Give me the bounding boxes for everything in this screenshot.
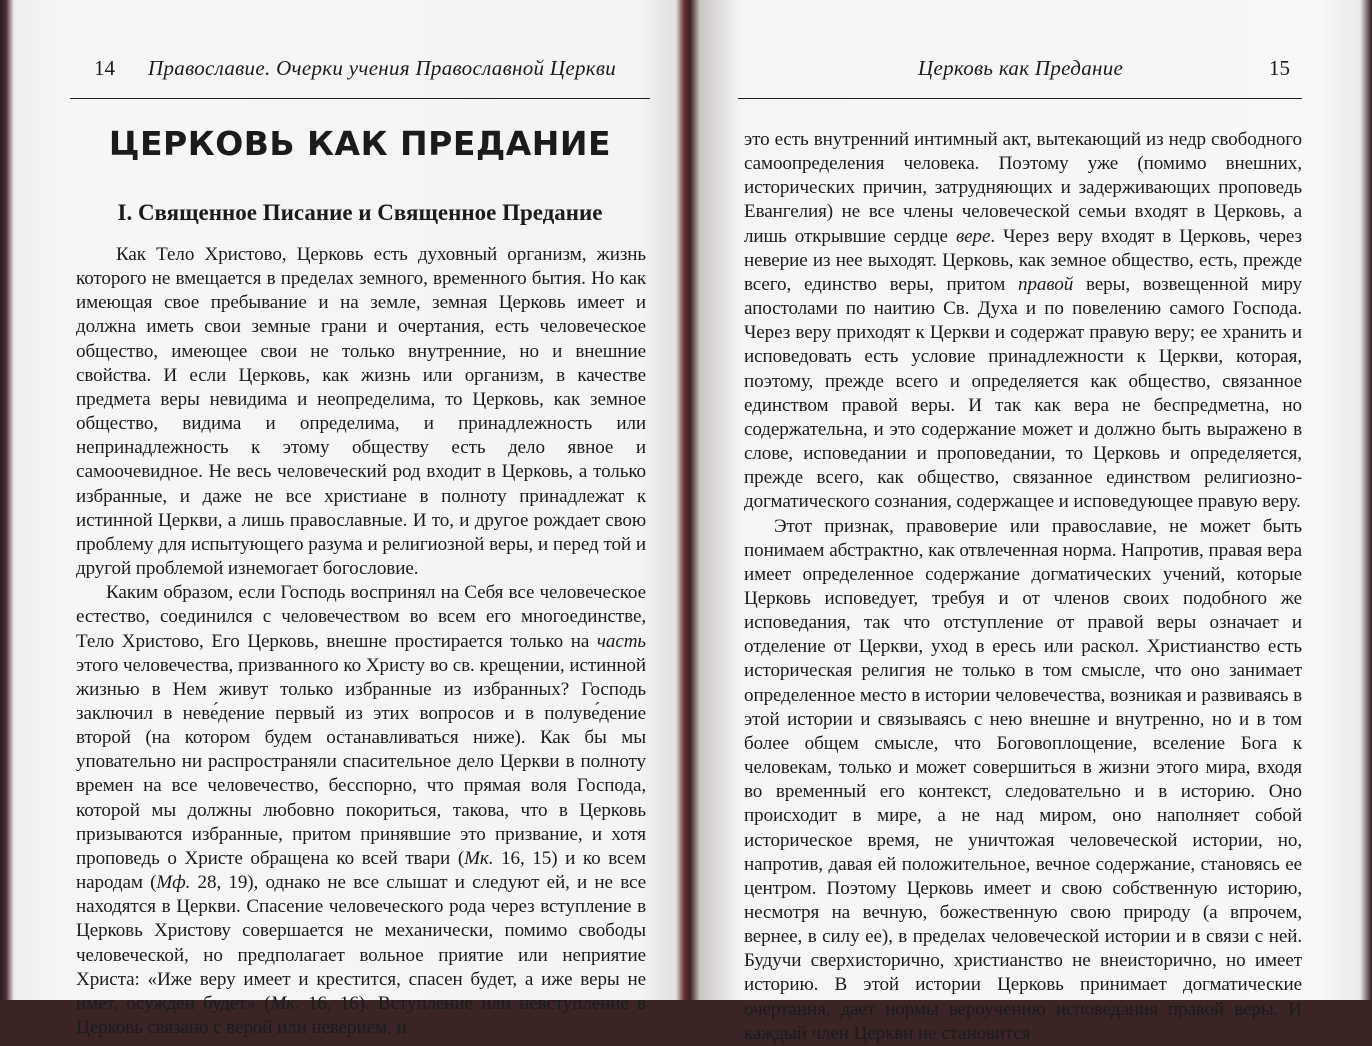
left-body-text xyxy=(76,243,646,1040)
right-body-text xyxy=(744,128,1302,1046)
left-running-head xyxy=(70,54,650,99)
right-paragraph-1: это есть внутренний интимный акт, вытекающий из недр свободного самоопределения человека. Поэтому уже (помимо внешних, исторических причин, затрудняющих и задерживающих проповедь Евангелия) не все члены человеческой семьи входят в Церковь, а лишь открывшие сердце вере. Через веру входят в Церковь, через неверие из нее выходят. Церковь, как земное общество, есть, прежде всего, единство веры, притом правой веры, возвещенной миру апостолами по наитию Св. Духа и по повелению самого Господа. Через веру приходят к Церкви и содержат правую веру; ее хранить и исповедовать есть условие принадлежности к Церкви, которая, поэтому, прежде всего и определяется как общество, связанное единством правой веры. И так как вера не беспредметна, но содержательна, и это содержание может и должно быть выражено в слове, исповедании и проповедании, то Церковь и определяется, прежде всего, как общество, связанное единством религиозно-догматического сознания, содержащее и исповедующее правую веру. xyxy=(744,129,1303,513)
left-paragraph-1: Как Тело Христово, Церковь есть духовный организм, жизнь которого не вмещается в пределах земного, временного бытия. Но как имеющая свое пребывание и на земле, земная Церковь имеет и должна иметь свои земные грани и очертания, есть человеческое общество, имеющее свои не только внутренние, но и внешние свойства. И если Церковь, как жизнь или организм, в качестве предмета веры невидима и неопределима, то Церковь, как земное общество, видима и определима, и принадлежность или непринадлежность к этому обществу есть дело явное и самоочевидное. Не весь человеческий род входит в Церковь, а только избранные, и даже не все христиане в полноту принадлежат к истинной Церкви, а лишь православные. И то, и другое рождает свою проблему для испытующего разума и религиозной веры, и перед той и другой проблемой изнемогает богословие. xyxy=(76,244,646,580)
right-paragraph-2: Этот признак, правоверие или православие, не может быть понимаем абстрактно, как отвлеченная норма. Напротив, правая вера имеет определенное содержание догматических учений, которые Церковь исповедует, требуя и от членов своих подобного же исповедания, так что отступление от правой веры означает и отделение от Церкви, уход в ересь или раскол. Христианство есть историческая религия не только в том смысле, что оно занимает определенное место в истории человечества, возникая и развиваясь в этой истории и связываясь с нею внешне и внутренно, но и в том более общем смысле, что Боговоплощение, вселение Бога к человекам, только и может совершиться в жизни этого мира, входя во временный его контекст, следовательно и в историю. Оно происходит в мире, а не над миром, оно наполняет собой историческое время, не уничтожая человеческой истории, но, напротив, давая ей положительное, вечное содержание, становясь ее центром. Поэтому Церковь имеет и свою собственную историю, несмотря на вечную, божественную свою природу (а впрочем, вернее, в силу ее), в пределах человеческой истории и в связи с ней. Будучи сверхисторично, христианство не внеисторично, но имеет историю. В этой истории Церковь принимает догматические очертания, дает нормы вероучению исповедания правой веры. И каждый член Церкви не становится xyxy=(744,515,1302,1044)
chapter-title: ЦЕРКОВЬ КАК ПРЕДАНИЕ xyxy=(108,124,612,163)
left-running-title: Православие. Очерки учения Православной Церкви xyxy=(148,56,617,80)
left-paragraph-2: Каким образом, если Господь воспринял на Себя все человеческое естество, соединился с человечеством во всем его многоединстве, Тело Христово, Его Церковь, внешне простирается только на часть этого человечества, призванного ко Христу во св. крещении, истинной жизнью в Нем живут только избранные из избранных? Господь заключил в неве́дение первый из этих вопросов и в полуве́дение второй (на котором будем останавливаться ниже). Как бы мы уповательно ни распространяли спасительное дело Церкви в полноту времен на все человечество, бесспорно, что прямая воля Господа, которой мы должны любовно покориться, такова, что в Церковь призываются избранные, притом принявшие это призвание, и хотя проповедь о Христе обращена ко всей твари (Мк. 16, 15) и ко всем народам (Мф. 28, 19), однако не все слышат и следуют ей, и не все находятся в Церкви. Спасение человеческого рода через вступление в Церковь Христову совершается не механически, помимо свободы человеческой, но предполагает вольное приятие или неприятие Христа: «Иже веру имеет и крестится, спасен будет, а иже веры не имет, осужден будет» (Мк. 16, 16). Вступление или невступление в Церковь связано с верой или неверием, и xyxy=(76,582,646,1038)
right-page xyxy=(738,0,1303,1044)
right-running-head xyxy=(738,54,1302,99)
left-page xyxy=(70,0,650,1038)
right-page-number: 15 xyxy=(1269,56,1290,80)
section-title: I. Священное Писание и Священное Предание xyxy=(117,200,603,225)
left-page-number: 14 xyxy=(94,56,115,80)
right-running-title: Церковь как Предание xyxy=(918,56,1124,80)
